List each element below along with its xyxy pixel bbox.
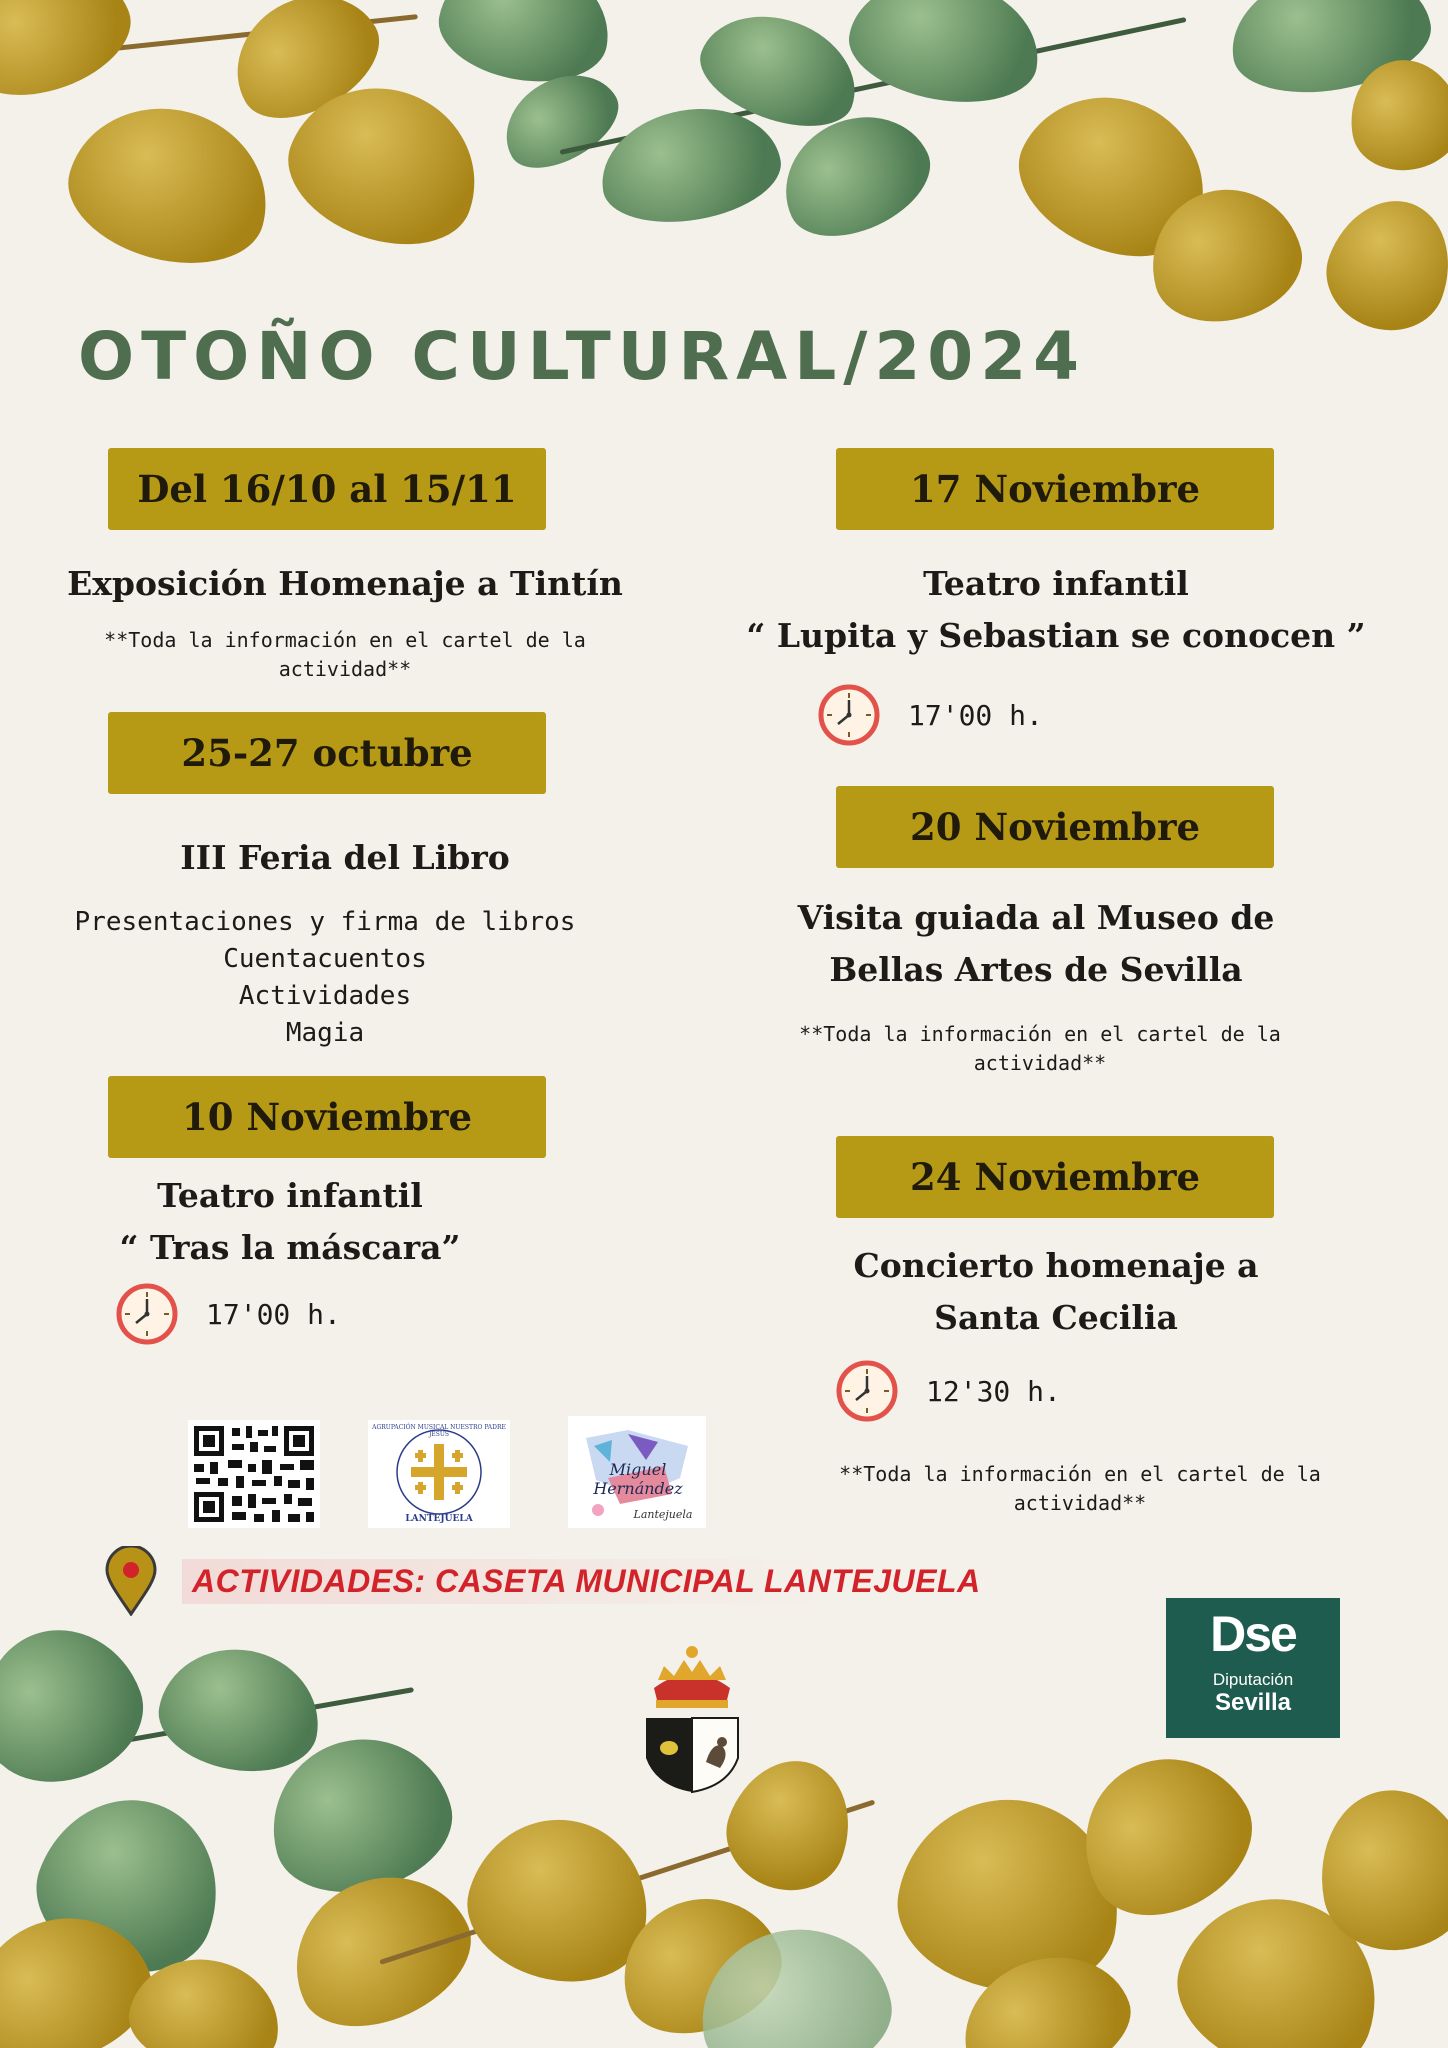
event-title-feria: III Feria del Libro: [180, 838, 510, 877]
qr-code-icon[interactable]: [188, 1420, 320, 1528]
event-note-concierto: **Toda la información en el cartel de la actividad**: [839, 1462, 1321, 1515]
band-name: AGRUPACIÓN MUSICAL NUESTRO PADRE JESÚS: [372, 1424, 506, 1438]
time-label: 12'30 h.: [926, 1374, 1061, 1408]
diputacion-mark: Dse: [1210, 1606, 1296, 1662]
event-time-concierto: [836, 1360, 1061, 1422]
event-title-teatro-mascara: Teatro infantil “ Tras la máscara”: [119, 1176, 461, 1267]
venue-text: ACTIVIDADES: CASETA MUNICIPAL LANTEJUELA: [182, 1559, 995, 1604]
band-logo: [368, 1420, 510, 1528]
poster-title: OTOÑO CULTURAL/2024: [78, 318, 1087, 395]
date-badge-teatro-lupita: 17 Noviembre: [836, 448, 1274, 530]
time-label: 17'00 h.: [908, 698, 1043, 732]
location-pin-icon: [104, 1546, 158, 1616]
event-time-teatro-mascara: [116, 1283, 341, 1345]
clock-icon: [116, 1283, 178, 1345]
school-name: Miguel Hernández: [593, 1460, 683, 1498]
date-badge-concierto: 24 Noviembre: [836, 1136, 1274, 1218]
event-note-museo: **Toda la información en el cartel de la actividad**: [799, 1022, 1281, 1075]
crest-icon: [640, 1636, 744, 1800]
event-title-museo: Visita guiada al Museo de Bellas Artes de Sevilla: [797, 898, 1275, 989]
date-badge-teatro-mascara: 10 Noviembre: [108, 1076, 546, 1158]
date-badge-expo: Del 16/10 al 15/11: [108, 448, 546, 530]
date-badge-feria: 25-27 octubre: [108, 712, 546, 794]
diputacion-line2: Sevilla: [1214, 1689, 1292, 1716]
time-label: 17'00 h.: [206, 1297, 341, 1331]
event-title-teatro-lupita: Teatro infantil “ Lupita y Sebastian se conocen ”: [746, 564, 1366, 655]
venue-row: [104, 1546, 995, 1616]
event-time-teatro-lupita: [818, 684, 1043, 746]
date-badge-museo: 20 Noviembre: [836, 786, 1274, 868]
event-title-expo: Exposición Homenaje a Tintín: [67, 564, 623, 603]
clock-icon: [818, 684, 880, 746]
event-items-feria: Presentaciones y firma de libros Cuentacuentos Actividades Magia: [74, 907, 576, 1048]
school-logo: [568, 1416, 706, 1528]
event-note-expo: **Toda la información en el cartel de la actividad**: [104, 628, 586, 681]
event-title-concierto: Concierto homenaje a Santa Cecilia: [853, 1246, 1259, 1337]
diputacion-logo: [1166, 1598, 1340, 1738]
band-town: LANTEJUELA: [405, 1514, 473, 1524]
clock-icon: [836, 1360, 898, 1422]
school-town: Lantejuela: [633, 1508, 693, 1521]
diputacion-line1: Diputación: [1212, 1670, 1294, 1689]
